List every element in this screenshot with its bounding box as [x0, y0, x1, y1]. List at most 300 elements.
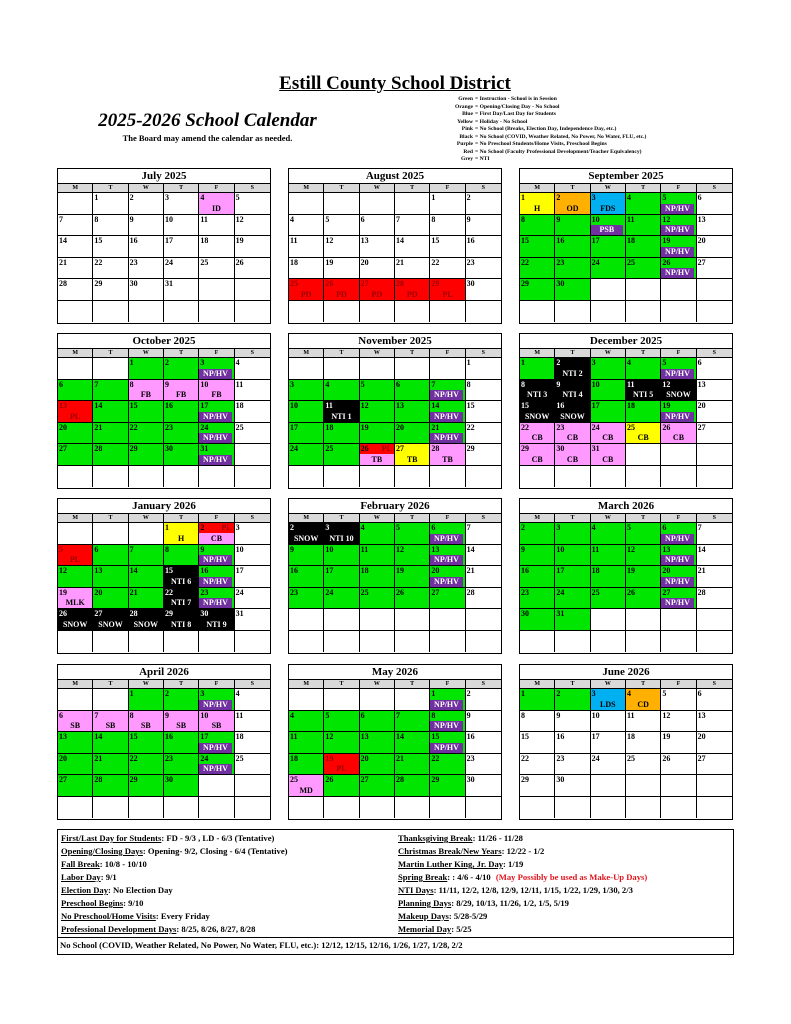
legend-text: First Day/Last Day for Students [479, 111, 556, 117]
note-value: : 8/29, 10/13, 11/26, 1/2, 1/5, 5/19 [451, 898, 569, 908]
day-grid [520, 358, 732, 487]
day-cell [199, 711, 234, 733]
day-number: 11 [290, 732, 298, 741]
day-cell [430, 545, 465, 567]
day-number: 27 [431, 587, 440, 597]
day-cell [129, 236, 164, 258]
day-label: FB [140, 390, 151, 399]
day-label: CB [210, 533, 223, 543]
day-label: MD [299, 785, 313, 795]
day-number: 9 [521, 544, 525, 554]
day-number: 14 [395, 732, 404, 741]
note-item [61, 910, 396, 923]
day-cell [324, 444, 359, 466]
day-number: 20 [360, 257, 369, 267]
month-march-2026 [519, 498, 733, 654]
day-cell [164, 258, 199, 280]
day-number: 11 [626, 214, 635, 224]
day-cell [164, 380, 199, 402]
legend-eq: = [475, 156, 480, 162]
day-number: 24 [591, 257, 600, 267]
day-number: 3 [591, 689, 596, 698]
day-cell [430, 775, 465, 797]
day-cell [661, 545, 696, 567]
day-number: 26 [360, 444, 369, 453]
day-cell [289, 545, 324, 567]
day-number: 1 [431, 689, 436, 698]
day-cell [324, 545, 359, 567]
month-october-2025 [57, 333, 271, 489]
day-cell [555, 775, 590, 797]
day-cell [466, 631, 501, 653]
day-cell [58, 236, 93, 258]
weekday-label: F [430, 184, 465, 193]
day-cell [93, 423, 128, 445]
day-cell [199, 797, 234, 819]
day-number: 1 [94, 193, 99, 202]
day-number: 25 [360, 587, 369, 597]
day-number: 24 [325, 587, 334, 597]
day-cell [697, 258, 732, 280]
day-number: 14 [395, 236, 404, 245]
day-cell [697, 566, 732, 588]
day-label: H [178, 533, 185, 543]
day-cell [626, 466, 661, 488]
day-cell [430, 631, 465, 653]
day-cell [555, 358, 590, 380]
day-cell [129, 444, 164, 466]
note-item [61, 845, 396, 858]
day-cell [520, 689, 555, 711]
day-number: 6 [94, 544, 99, 554]
legend-item [420, 96, 720, 104]
day-cell [93, 609, 128, 631]
day-cell [697, 380, 732, 402]
day-cell [164, 797, 199, 819]
day-cell [93, 358, 128, 380]
note-item [398, 832, 733, 845]
day-cell [360, 401, 395, 423]
day-cell [199, 401, 234, 423]
weekday-label: F [661, 680, 696, 689]
day-cell [58, 423, 93, 445]
day-cell [520, 588, 555, 610]
weekday-label: F [430, 349, 465, 358]
day-cell [466, 797, 501, 819]
day-number: 26 [325, 279, 334, 288]
day-number: 2 [164, 689, 169, 698]
day-cell [289, 797, 324, 819]
weekday-label: T [555, 184, 590, 193]
day-number: 17 [591, 732, 600, 741]
month-title: November 2025 [289, 334, 501, 349]
day-cell [626, 423, 661, 445]
day-cell [164, 358, 199, 380]
day-number: 31 [235, 609, 244, 618]
day-cell [466, 444, 501, 466]
note-item [398, 845, 733, 858]
day-number: 20 [59, 753, 67, 763]
day-number: 15 [431, 732, 440, 741]
day-cell [430, 566, 465, 588]
day-cell [520, 732, 555, 754]
legend-text: Instruction - School is in Session [479, 96, 557, 102]
day-number: 11 [325, 401, 333, 410]
day-cell [697, 609, 732, 631]
day-label: CB [602, 454, 614, 464]
day-cell [324, 711, 359, 733]
day-number: 8 [521, 710, 525, 720]
day-label: NTI 9 [206, 619, 227, 629]
day-number: 21 [59, 257, 67, 267]
day-number: 29 [521, 279, 529, 288]
weekday-label: F [199, 680, 234, 689]
day-cell [93, 732, 128, 754]
day-cell [430, 523, 465, 545]
day-number: 9 [164, 379, 169, 389]
day-number: 23 [164, 422, 173, 432]
weekday-label: S [250, 350, 254, 356]
day-cell [58, 588, 93, 610]
day-number: 4 [626, 193, 631, 202]
day-number: 20 [395, 422, 404, 432]
day-number: 29 [521, 775, 529, 784]
note-item [398, 910, 733, 923]
day-number: 10 [200, 379, 209, 389]
note-item [61, 832, 396, 845]
day-cell [430, 797, 465, 819]
day-cell [199, 423, 234, 445]
day-number: 11 [626, 710, 635, 720]
day-cell [360, 444, 395, 466]
split-top-label: PL [381, 444, 392, 453]
day-cell [360, 689, 395, 711]
day-cell [235, 279, 270, 301]
day-number: 4 [200, 193, 205, 202]
legend-text: No School (Breaks, Election Day, Independence Day, etc.) [479, 126, 617, 132]
day-cell [289, 588, 324, 610]
day-label: NP/HV [430, 555, 462, 565]
day-number: 10 [164, 214, 173, 224]
day-cell [520, 775, 555, 797]
day-number: 18 [325, 422, 334, 432]
day-cell [93, 631, 128, 653]
day-label: PL [442, 289, 453, 299]
weekday-label: T [626, 349, 661, 358]
day-number: 22 [431, 753, 440, 763]
day-cell [555, 631, 590, 653]
day-cell [289, 631, 324, 653]
weekday-label: M [289, 184, 324, 193]
day-grid [289, 193, 501, 322]
day-cell [395, 797, 430, 819]
day-cell [661, 401, 696, 423]
day-cell [199, 754, 234, 776]
day-cell [164, 609, 199, 631]
day-number: 9 [200, 544, 205, 554]
weekday-label: M [520, 514, 555, 523]
day-number: 1 [466, 358, 471, 367]
day-number: 13 [59, 732, 67, 741]
day-cell [93, 588, 128, 610]
day-cell [235, 631, 270, 653]
day-grid [520, 689, 732, 818]
note-value: : 8/25, 8/26, 8/27, 8/28 [176, 924, 256, 934]
day-number: 16 [466, 236, 475, 245]
day-cell [626, 380, 661, 402]
day-cell [235, 711, 270, 733]
day-number: 21 [466, 566, 475, 575]
day-cell [164, 279, 199, 301]
day-label: SNOW [666, 390, 691, 399]
day-cell [466, 711, 501, 733]
day-label: SNOW [560, 411, 585, 421]
day-cell [199, 466, 234, 488]
day-cell [164, 711, 199, 733]
note-item [398, 858, 733, 871]
day-cell [466, 523, 501, 545]
day-cell [591, 631, 626, 653]
day-label: NP/HV [661, 412, 693, 422]
weekday-label: T [395, 349, 430, 358]
day-cell [395, 689, 430, 711]
day-cell [626, 588, 661, 610]
month-title: June 2026 [520, 665, 732, 680]
weekday-header [520, 184, 732, 193]
day-cell [164, 545, 199, 567]
day-label: NP/HV [430, 700, 462, 710]
day-cell [199, 380, 234, 402]
day-grid [520, 523, 732, 652]
day-cell [93, 279, 128, 301]
day-number: 28 [466, 587, 475, 597]
legend-text: Opening/Closing Day - No School [479, 103, 560, 110]
day-label: NP/HV [430, 433, 462, 443]
day-cell [129, 523, 164, 545]
day-cell [466, 358, 501, 380]
day-number: 25 [235, 422, 244, 432]
day-cell [430, 258, 465, 280]
day-cell [520, 258, 555, 280]
day-number: 30 [164, 775, 173, 784]
day-cell [697, 444, 732, 466]
weekday-label: W [129, 349, 164, 358]
day-cell [555, 689, 590, 711]
day-cell [555, 401, 590, 423]
day-cell [430, 588, 465, 610]
day-number: 26 [662, 753, 671, 763]
day-cell [395, 236, 430, 258]
day-cell [555, 754, 590, 776]
day-label: CB [602, 433, 614, 442]
day-cell [555, 279, 590, 301]
day-cell [520, 444, 555, 466]
day-number: 25 [235, 753, 244, 763]
day-cell [520, 236, 555, 258]
day-cell [466, 380, 501, 402]
legend-key: Green [458, 96, 473, 102]
day-cell [199, 689, 234, 711]
month-title: October 2025 [58, 334, 270, 349]
legend-key: Orange [454, 103, 473, 110]
day-cell [164, 423, 199, 445]
day-cell [324, 301, 359, 323]
day-number: 15 [129, 732, 138, 741]
day-number: 10 [200, 710, 209, 720]
day-cell [235, 401, 270, 423]
note-extra: (May Possibly be used as Make-Up Days) [495, 872, 648, 882]
day-label: NP/HV [430, 412, 462, 422]
day-cell [324, 215, 359, 237]
day-cell [289, 689, 324, 711]
day-number: 6 [395, 379, 400, 389]
day-cell [697, 631, 732, 653]
day-cell [661, 732, 696, 754]
day-number: 6 [697, 193, 702, 202]
day-number: 7 [94, 710, 99, 720]
day-cell [520, 380, 555, 402]
day-number: 20 [360, 753, 369, 763]
day-cell [466, 566, 501, 588]
note-item [61, 871, 396, 884]
day-number: 28 [129, 609, 138, 618]
day-label: NP/HV [661, 534, 693, 544]
note-label: NTI Days [398, 885, 434, 895]
day-label: SB [211, 721, 222, 730]
day-cell [58, 215, 93, 237]
day-cell [235, 358, 270, 380]
day-cell [466, 754, 501, 776]
day-cell [520, 609, 555, 631]
weekday-header [520, 680, 732, 689]
day-label: NP/HV [199, 433, 231, 443]
day-number: 2 [200, 523, 205, 532]
day-cell [164, 523, 199, 545]
day-number: 16 [556, 401, 565, 410]
day-cell [661, 380, 696, 402]
day-cell [360, 523, 395, 545]
note-value: : FD - 9/3 , LD - 6/3 (Tentative) [161, 833, 275, 843]
weekday-label: T [164, 184, 199, 193]
legend-eq: = [475, 96, 480, 102]
day-number: 1 [164, 523, 169, 532]
day-cell [395, 775, 430, 797]
day-number: 22 [94, 257, 103, 267]
day-number: 31 [591, 444, 600, 453]
day-number: 1 [521, 193, 525, 202]
note-label: Spring Break [398, 872, 448, 882]
day-number: 10 [591, 214, 600, 224]
weekday-label: S [481, 515, 485, 521]
legend-key: Yellow [457, 118, 473, 125]
weekday-header [58, 349, 270, 358]
day-number: 30 [556, 279, 565, 288]
day-cell [289, 609, 324, 631]
day-number: 18 [290, 753, 298, 763]
day-number: 6 [697, 358, 702, 367]
day-number: 25 [626, 257, 635, 267]
day-cell [661, 358, 696, 380]
note-value: : 10/8 - 10/10 [99, 859, 147, 869]
day-number: 23 [129, 257, 138, 267]
day-cell [591, 732, 626, 754]
day-cell [661, 215, 696, 237]
day-grid [58, 523, 270, 652]
day-number: 7 [129, 544, 134, 554]
day-number: 8 [431, 710, 436, 720]
day-cell [591, 523, 626, 545]
day-cell [129, 380, 164, 402]
day-number: 10 [591, 710, 600, 720]
weekday-label: T [626, 184, 661, 193]
day-number: 11 [235, 379, 244, 389]
day-cell [93, 523, 128, 545]
month-april-2026 [57, 664, 271, 820]
day-cell [520, 631, 555, 653]
day-label: NP/HV [430, 577, 462, 587]
day-cell [591, 380, 626, 402]
day-cell [697, 545, 732, 567]
day-number: 9 [466, 214, 471, 224]
day-number: 28 [395, 775, 404, 784]
day-cell [58, 732, 93, 754]
day-number: 6 [360, 710, 365, 720]
day-cell [661, 236, 696, 258]
day-number: 6 [431, 523, 436, 532]
day-cell [360, 754, 395, 776]
day-number: 20 [697, 732, 706, 741]
day-label: NTI 4 [562, 390, 583, 399]
day-cell [626, 358, 661, 380]
day-cell [520, 523, 555, 545]
day-cell [324, 279, 359, 301]
weekday-label: T [555, 680, 590, 689]
day-number: 12 [325, 732, 334, 741]
day-cell [289, 444, 324, 466]
weekday-header [58, 184, 270, 193]
day-number: 27 [59, 775, 67, 784]
day-cell [164, 236, 199, 258]
day-number: 21 [129, 587, 138, 597]
day-label: FB [211, 390, 222, 399]
day-label: NP/HV [661, 225, 693, 235]
day-number: 29 [164, 609, 173, 618]
day-number: 12 [662, 379, 671, 389]
day-number: 17 [556, 566, 565, 575]
note-value: : 9/1 [100, 872, 117, 882]
day-number: 27 [697, 257, 706, 267]
day-label: NP/HV [430, 743, 462, 753]
day-number: 2 [290, 523, 294, 532]
day-number: 14 [466, 544, 475, 554]
day-cell [626, 754, 661, 776]
month-title: May 2026 [289, 665, 501, 680]
weekday-label: W [360, 680, 395, 689]
day-cell [235, 444, 270, 466]
day-cell [324, 797, 359, 819]
day-label: TB [406, 454, 418, 464]
day-cell [360, 215, 395, 237]
weekday-label: F [661, 349, 696, 358]
day-number: 5 [662, 193, 667, 202]
day-cell [626, 523, 661, 545]
day-number: 24 [164, 257, 173, 267]
day-cell [93, 775, 128, 797]
note-label: Memorial Day [398, 924, 452, 934]
day-cell [466, 193, 501, 215]
day-cell [164, 444, 199, 466]
day-cell [129, 754, 164, 776]
